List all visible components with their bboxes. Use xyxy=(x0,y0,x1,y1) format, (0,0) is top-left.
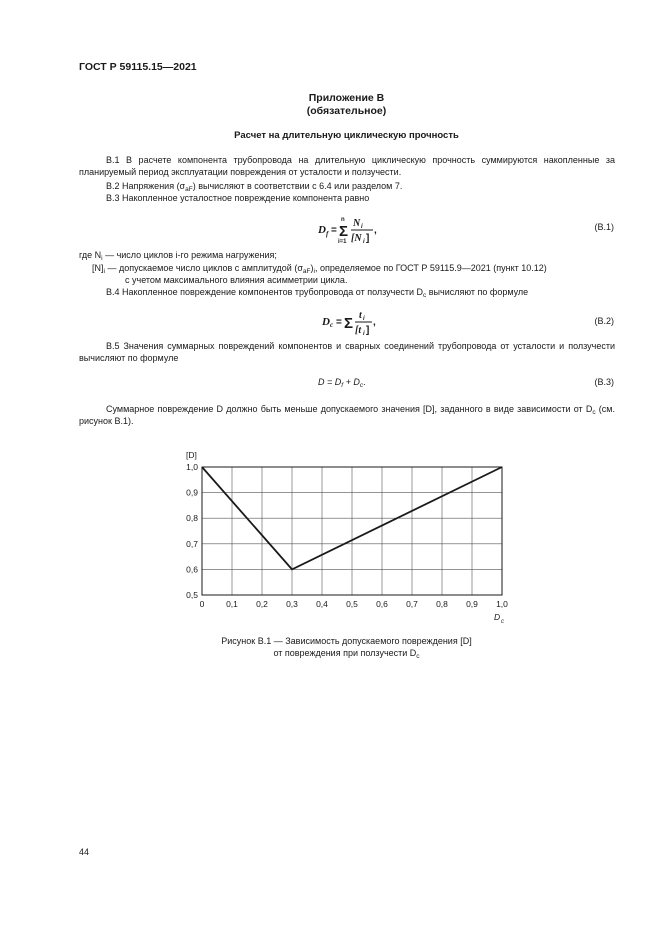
equation-b2-formula xyxy=(314,305,394,337)
document-header-code: ГОСТ Р 59115.15—2021 xyxy=(79,61,197,73)
x-tick-label: 0,3 xyxy=(286,599,298,609)
svg-text:i=1: i=1 xyxy=(338,239,347,245)
svg-text:t: t xyxy=(359,310,362,321)
svg-text:D: D xyxy=(322,316,330,328)
y-tick-label: 0,5 xyxy=(186,590,198,600)
svg-text:i: i xyxy=(363,316,365,322)
x-tick-label: 0,9 xyxy=(466,599,478,609)
where-item-allowable-n-cont: с учетом максимального влияния асимметрии цикла. xyxy=(125,275,348,285)
svg-text:[N: [N xyxy=(351,233,362,244)
x-axis-label-subscript: c xyxy=(501,619,504,625)
x-axis-label: D xyxy=(494,612,501,622)
y-axis-label: [D] xyxy=(186,450,197,460)
equation-b3-formula: $D = D_f + D_c$. xyxy=(318,377,366,389)
x-tick-label: 0,4 xyxy=(316,599,328,609)
figure-caption-line2: от повреждения при ползучести $D_c$ xyxy=(273,648,420,660)
svg-text:i: i xyxy=(363,239,365,245)
page-number: 44 xyxy=(79,847,90,857)
appendix-title: Приложение В xyxy=(308,92,385,104)
y-tick-label: 1,0 xyxy=(186,462,198,472)
svg-text:D: D xyxy=(318,224,326,236)
x-tick-label: 0,5 xyxy=(346,599,358,609)
figure-caption-line1: Рисунок В.1 — Зависимость допускаемого повреждения [D] xyxy=(221,636,472,646)
svg-text:]: ] xyxy=(366,233,370,244)
x-tick-label: 0,1 xyxy=(226,599,238,609)
appendix-subtitle: (обязательное) xyxy=(306,105,387,117)
equation-b2-number: (В.2) xyxy=(594,316,614,326)
allowable-damage-chart xyxy=(170,445,520,630)
svg-text:,: , xyxy=(373,317,376,328)
x-tick-label: 0,8 xyxy=(436,599,448,609)
paragraph-summary: Суммарное повреждение D должно быть меньше допускаемого значения [D], заданного в виде зависимости от $D_c$ (см. рисунок В.1). xyxy=(79,404,615,426)
paragraph-b5: В.5 Значения суммарных повреждений компонентов и сварных соединений трубопровода от усталости и ползучести вычисляют по формуле xyxy=(79,341,615,363)
paragraph-b2: В.2 Напряжения $(\sigma_{aF})$ вычисляют в соответствии с 6.4 или разделом 7. xyxy=(106,181,403,193)
svg-text:,: , xyxy=(374,225,377,236)
svg-text:=: = xyxy=(336,317,342,328)
svg-text:f: f xyxy=(326,230,329,238)
svg-text:N: N xyxy=(353,218,361,229)
x-tick-label: 0,6 xyxy=(376,599,388,609)
svg-text:[t: [t xyxy=(355,325,362,336)
where-item-n: где $N_i$ — число циклов i-го режима нагружения; xyxy=(79,250,277,262)
paragraph-b3: В.3 Накопленное усталостное повреждение компонента равно xyxy=(106,193,370,203)
equation-b1-number: (В.1) xyxy=(594,222,614,232)
y-tick-label: 0,6 xyxy=(186,564,198,575)
svg-text:i: i xyxy=(361,224,363,230)
paragraph-b4: В.4 Накопленное повреждение компонентов трубопровода от ползучести $D_c$ вычисляют по формуле xyxy=(106,287,529,299)
where-item-allowable-n: $[N]_i$ — допускаемое число циклов с амплитудой $(\sigma_{aF})_i$, определяемое по ГОСТ Р 59115.9—2021 (пункт 10.12) xyxy=(92,263,547,275)
svg-text:c: c xyxy=(330,321,334,329)
equation-b3-number: (В.3) xyxy=(594,377,614,387)
svg-text:Σ: Σ xyxy=(344,315,354,332)
x-tick-label: 0 xyxy=(199,599,205,609)
svg-text:]: ] xyxy=(366,325,370,336)
y-tick-label: 0,7 xyxy=(186,538,198,549)
svg-text:=: = xyxy=(331,225,337,236)
section-title: Расчет на длительную циклическую прочность xyxy=(234,130,459,141)
svg-text:i: i xyxy=(363,331,365,337)
x-tick-label: 1,0 xyxy=(496,599,508,609)
x-tick-label: 0,7 xyxy=(406,599,418,609)
svg-text:n: n xyxy=(341,217,345,223)
paragraph-b1: В.1 В расчете компонента трубопровода на длительную циклическую прочность суммируются накопленные за планируемый период эксплуатации повреждения от усталости и ползучести. xyxy=(79,155,615,177)
x-tick-label: 0,2 xyxy=(256,599,268,609)
svg-text:Σ: Σ xyxy=(339,223,349,240)
y-tick-label: 0,8 xyxy=(186,513,198,524)
equation-b1-formula xyxy=(310,210,390,250)
y-tick-label: 0,9 xyxy=(186,487,198,498)
